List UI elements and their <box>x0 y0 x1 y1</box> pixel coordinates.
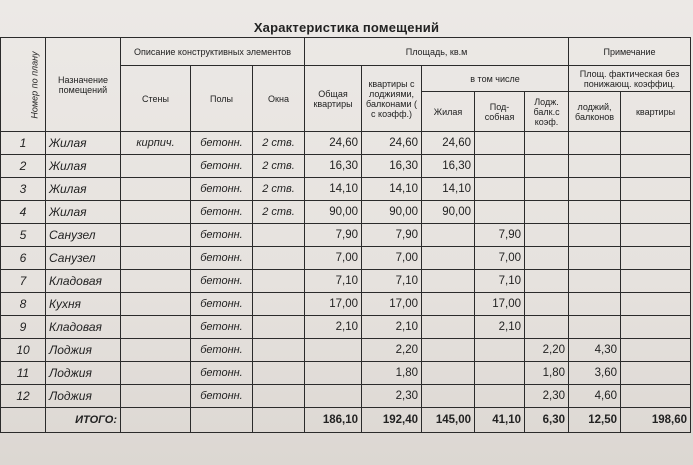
room-area-with-loggias: 16,30 <box>362 155 422 178</box>
room-purpose: Лоджия <box>46 362 121 385</box>
room-loggia-balcony-area <box>569 178 621 201</box>
room-windows <box>253 224 305 247</box>
room-total-area: 16,30 <box>305 155 362 178</box>
header-floors: Полы <box>191 66 253 132</box>
room-walls <box>121 224 191 247</box>
room-auxiliary-area <box>475 132 525 155</box>
room-loggia-coef-area: 2,30 <box>525 385 569 408</box>
table-row <box>1 247 691 270</box>
room-auxiliary-area: 2,10 <box>475 316 525 339</box>
room-apartment-area <box>621 178 691 201</box>
room-floor: бетонн. <box>191 293 253 316</box>
room-apartment-area <box>621 155 691 178</box>
room-loggia-balcony-area: 4,60 <box>569 385 621 408</box>
room-total-area <box>305 362 362 385</box>
apartment-sum: 198,60 <box>621 408 691 433</box>
room-loggia-balcony-area <box>569 132 621 155</box>
room-floor: бетонн. <box>191 385 253 408</box>
room-walls <box>121 178 191 201</box>
page-title: Характеристика помещений <box>253 20 440 35</box>
room-purpose: Жилая <box>46 201 121 224</box>
room-windows <box>253 316 305 339</box>
room-living-area <box>422 362 475 385</box>
room-windows <box>253 362 305 385</box>
room-total-area: 90,00 <box>305 201 362 224</box>
room-floor: бетонн. <box>191 270 253 293</box>
room-floor: бетонн. <box>191 316 253 339</box>
room-auxiliary-area <box>475 201 525 224</box>
room-windows: 2 ств. <box>253 178 305 201</box>
room-loggia-coef-area <box>525 270 569 293</box>
room-windows: 2 ств. <box>253 155 305 178</box>
room-area-with-loggias: 7,90 <box>362 224 422 247</box>
table-row <box>1 293 691 316</box>
room-area-with-loggias: 1,80 <box>362 362 422 385</box>
room-loggia-coef-area <box>525 316 569 339</box>
room-area-with-loggias: 90,00 <box>362 201 422 224</box>
loggia-coef-sum: 6,30 <box>525 408 569 433</box>
room-number: 1 <box>1 132 46 155</box>
header-area: Площадь, кв.м <box>305 38 569 66</box>
total-area-sum: 186,10 <box>305 408 362 433</box>
room-area-with-loggias: 7,10 <box>362 270 422 293</box>
room-walls <box>121 247 191 270</box>
totals-label: ИТОГО: <box>46 408 121 433</box>
room-number: 4 <box>1 201 46 224</box>
room-walls <box>121 293 191 316</box>
room-windows <box>253 339 305 362</box>
room-living-area <box>422 247 475 270</box>
header-windows: Окна <box>253 66 305 132</box>
header-construct: Описание конструктивных элементов <box>121 38 305 66</box>
room-area-with-loggias: 17,00 <box>362 293 422 316</box>
room-living-area <box>422 339 475 362</box>
room-living-area: 90,00 <box>422 201 475 224</box>
room-auxiliary-area <box>475 339 525 362</box>
room-loggia-balcony-area: 4,30 <box>569 339 621 362</box>
room-purpose: Кладовая <box>46 270 121 293</box>
room-walls <box>121 270 191 293</box>
table-row <box>1 224 691 247</box>
room-auxiliary-area: 17,00 <box>475 293 525 316</box>
room-area-with-loggias: 14,10 <box>362 178 422 201</box>
header-purpose: Назначение помещений <box>46 38 121 132</box>
header-actual-area: Площ. фактическая без понижающ. коэффиц. <box>569 66 691 92</box>
room-living-area <box>422 316 475 339</box>
room-windows: 2 ств. <box>253 201 305 224</box>
auxiliary-sum: 41,10 <box>475 408 525 433</box>
with-loggias-sum: 192,40 <box>362 408 422 433</box>
room-walls: кирпич. <box>121 132 191 155</box>
table-row <box>1 385 691 408</box>
room-walls <box>121 316 191 339</box>
room-floor: бетонн. <box>191 201 253 224</box>
room-auxiliary-area: 7,90 <box>475 224 525 247</box>
room-apartment-area <box>621 339 691 362</box>
table-row <box>1 201 691 224</box>
room-auxiliary-area <box>475 385 525 408</box>
room-total-area: 24,60 <box>305 132 362 155</box>
room-walls <box>121 385 191 408</box>
table-row <box>1 362 691 385</box>
room-floor: бетонн. <box>191 362 253 385</box>
room-total-area: 7,90 <box>305 224 362 247</box>
living-sum: 145,00 <box>422 408 475 433</box>
room-area-with-loggias: 7,00 <box>362 247 422 270</box>
table-row <box>1 155 691 178</box>
room-area-with-loggias: 2,20 <box>362 339 422 362</box>
room-loggia-coef-area: 1,80 <box>525 362 569 385</box>
room-number: 9 <box>1 316 46 339</box>
room-living-area <box>422 385 475 408</box>
table-row <box>1 132 691 155</box>
header-loggias-balconies: лоджий, балконов <box>569 92 621 132</box>
room-loggia-balcony-area: 3,60 <box>569 362 621 385</box>
room-loggia-balcony-area <box>569 316 621 339</box>
room-total-area: 7,00 <box>305 247 362 270</box>
room-loggia-balcony-area <box>569 270 621 293</box>
room-purpose: Санузел <box>46 247 121 270</box>
room-total-area: 2,10 <box>305 316 362 339</box>
room-windows <box>253 270 305 293</box>
room-walls <box>121 362 191 385</box>
header-loggia-coef: Лодж. балк.с коэф. <box>525 92 569 132</box>
table-row <box>1 316 691 339</box>
room-loggia-coef-area <box>525 247 569 270</box>
room-area-with-loggias: 24,60 <box>362 132 422 155</box>
room-total-area <box>305 339 362 362</box>
room-floor: бетонн. <box>191 247 253 270</box>
room-total-area: 7,10 <box>305 270 362 293</box>
room-living-area <box>422 270 475 293</box>
room-apartment-area <box>621 270 691 293</box>
room-total-area: 14,10 <box>305 178 362 201</box>
room-number: 8 <box>1 293 46 316</box>
room-loggia-balcony-area <box>569 201 621 224</box>
table-row <box>1 178 691 201</box>
room-number: 7 <box>1 270 46 293</box>
room-apartment-area <box>621 316 691 339</box>
room-total-area: 17,00 <box>305 293 362 316</box>
loggias-balconies-sum: 12,50 <box>569 408 621 433</box>
header-note: Примечание <box>569 38 691 66</box>
room-windows: 2 ств. <box>253 132 305 155</box>
room-windows <box>253 247 305 270</box>
room-number: 11 <box>1 362 46 385</box>
room-auxiliary-area: 7,10 <box>475 270 525 293</box>
room-number: 2 <box>1 155 46 178</box>
header-living: Жилая <box>422 92 475 132</box>
room-auxiliary-area: 7,00 <box>475 247 525 270</box>
room-area-with-loggias: 2,30 <box>362 385 422 408</box>
room-total-area <box>305 385 362 408</box>
room-apartment-area <box>621 201 691 224</box>
room-auxiliary-area <box>475 362 525 385</box>
room-loggia-coef-area <box>525 293 569 316</box>
room-number: 5 <box>1 224 46 247</box>
room-walls <box>121 201 191 224</box>
room-windows <box>253 293 305 316</box>
room-number: 6 <box>1 247 46 270</box>
room-floor: бетонн. <box>191 178 253 201</box>
header-apartment: квартиры <box>621 92 691 132</box>
room-purpose: Жилая <box>46 178 121 201</box>
room-loggia-balcony-area <box>569 155 621 178</box>
header-with-loggias: квартиры с лоджиями, балконами ( с коэфф.) <box>362 66 422 132</box>
room-apartment-area <box>621 385 691 408</box>
room-purpose: Лоджия <box>46 385 121 408</box>
room-purpose: Кухня <box>46 293 121 316</box>
room-walls <box>121 155 191 178</box>
room-auxiliary-area <box>475 155 525 178</box>
room-apartment-area <box>621 293 691 316</box>
room-number: 10 <box>1 339 46 362</box>
room-windows <box>253 385 305 408</box>
room-loggia-coef-area <box>525 178 569 201</box>
room-area-with-loggias: 2,10 <box>362 316 422 339</box>
header-including: в том числе <box>422 66 569 92</box>
room-number: 3 <box>1 178 46 201</box>
room-loggia-coef-area <box>525 224 569 247</box>
room-floor: бетонн. <box>191 224 253 247</box>
room-floor: бетонн. <box>191 339 253 362</box>
room-purpose: Жилая <box>46 132 121 155</box>
header-walls: Стены <box>121 66 191 132</box>
room-apartment-area <box>621 247 691 270</box>
room-walls <box>121 339 191 362</box>
room-apartment-area <box>621 132 691 155</box>
room-purpose: Лоджия <box>46 339 121 362</box>
room-loggia-coef-area: 2,20 <box>525 339 569 362</box>
room-living-area: 24,60 <box>422 132 475 155</box>
room-loggia-coef-area <box>525 201 569 224</box>
room-living-area <box>422 224 475 247</box>
header-auxiliary: Под-собная <box>475 92 525 132</box>
room-apartment-area <box>621 224 691 247</box>
header-number: Номер по плану <box>1 38 46 132</box>
room-loggia-balcony-area <box>569 247 621 270</box>
room-purpose: Кладовая <box>46 316 121 339</box>
room-purpose: Санузел <box>46 224 121 247</box>
room-living-area <box>422 293 475 316</box>
room-loggia-coef-area <box>525 155 569 178</box>
room-living-area: 16,30 <box>422 155 475 178</box>
header-total-area: Общая квартиры <box>305 66 362 132</box>
totals-row <box>1 408 691 433</box>
room-floor: бетонн. <box>191 132 253 155</box>
room-purpose: Жилая <box>46 155 121 178</box>
table-row <box>1 270 691 293</box>
room-auxiliary-area <box>475 178 525 201</box>
room-apartment-area <box>621 362 691 385</box>
room-living-area: 14,10 <box>422 178 475 201</box>
rooms-table <box>0 37 691 433</box>
room-loggia-balcony-area <box>569 224 621 247</box>
table-row <box>1 339 691 362</box>
room-floor: бетонн. <box>191 155 253 178</box>
room-number: 12 <box>1 385 46 408</box>
room-loggia-coef-area <box>525 132 569 155</box>
room-loggia-balcony-area <box>569 293 621 316</box>
